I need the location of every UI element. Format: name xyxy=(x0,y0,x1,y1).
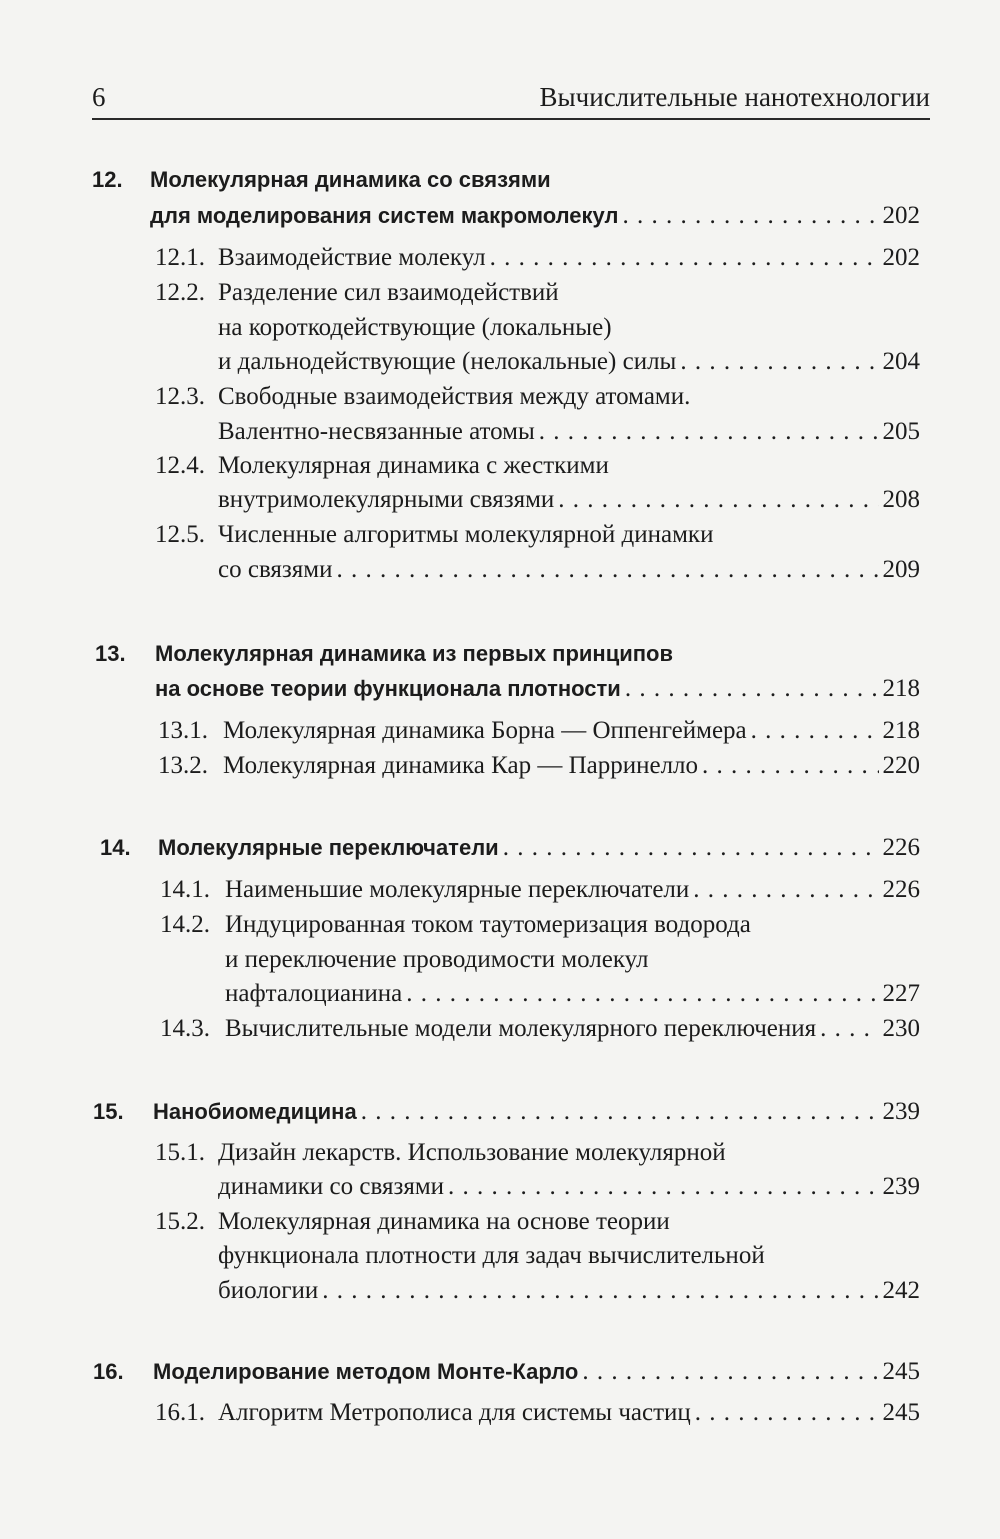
toc-section-line: на короткодействующие (локальные) xyxy=(218,314,612,341)
toc-section-entry[interactable]: Валентно-несвязанные атомы . . . 205 xyxy=(218,415,920,449)
toc-chapter-heading: Молекулярная динамика из первых принципов xyxy=(155,641,674,666)
chapter-number: 14. xyxy=(100,835,131,860)
toc-section-entry[interactable]: Взаимодействие молекул . . . 202 xyxy=(218,241,920,275)
toc-chapter-entry[interactable]: Моделирование методом Монте-Карло . . . 245 xyxy=(153,1355,920,1389)
toc-section-entry[interactable]: и дальнодействующие (нелокальные) силы . . . 204 xyxy=(218,345,920,379)
section-number: 16.1. xyxy=(155,1399,205,1426)
toc-section-entry[interactable]: Наименьшие молекулярные переключатели . . . 226 xyxy=(225,873,920,907)
toc-chapter-entry[interactable]: на основе теории функционала плотности . . . 218 xyxy=(155,672,920,706)
chapter-number: 13. xyxy=(95,641,126,666)
toc-section-entry[interactable]: внутримолекулярными связями . . . 208 xyxy=(218,483,920,517)
toc-section-entry[interactable]: Алгоритм Метрополиса для системы частиц . . . 245 xyxy=(218,1396,920,1430)
toc-section-entry[interactable]: Молекулярная динамика Борна — Оппенгеймера . . . 218 xyxy=(223,714,920,748)
section-number: 12.1. xyxy=(155,244,205,271)
toc-section-entry[interactable]: со связями . . . 209 xyxy=(218,553,920,587)
toc-section-line: Дизайн лекарств. Использование молекулярной xyxy=(218,1139,726,1166)
page-number: 6 xyxy=(92,82,106,112)
toc-section-line: Молекулярная динамика с жесткими xyxy=(218,452,609,479)
section-number: 15.1. xyxy=(155,1139,205,1166)
toc-section-line: Свободные взаимодействия между атомами. xyxy=(218,383,691,410)
toc-section-line: Разделение сил взаимодействий xyxy=(218,279,559,306)
section-number: 12.4. xyxy=(155,452,205,479)
page-header xyxy=(92,78,930,120)
chapter-number: 16. xyxy=(93,1359,124,1384)
toc-section-entry[interactable]: Вычислительные модели молекулярного переключения . . . 230 xyxy=(225,1012,920,1046)
section-number: 14.3. xyxy=(160,1015,210,1042)
toc-chapter-entry[interactable]: для моделирования систем макромолекул . . . 202 xyxy=(150,199,920,233)
toc-section-entry[interactable]: нафталоцианина . . . 227 xyxy=(225,977,920,1011)
toc-section-line: Молекулярная динамика на основе теории xyxy=(218,1208,670,1235)
chapter-number: 15. xyxy=(93,1099,124,1124)
toc-section-line: Численные алгоритмы молекулярной динамки xyxy=(218,521,714,548)
toc-chapter-entry[interactable]: Молекулярные переключатели . . . 226 xyxy=(158,831,920,865)
toc-section-entry[interactable]: Молекулярная динамика Кар — Парринелло . . . 220 xyxy=(223,749,920,783)
section-number: 12.2. xyxy=(155,279,205,306)
running-title: Вычислительные нанотехнологии xyxy=(539,82,930,112)
section-number: 13.1. xyxy=(158,717,208,744)
toc-section-line: и переключение проводимости молекул xyxy=(225,946,649,973)
toc-section-line: Индуцированная током таутомеризация водорода xyxy=(225,911,751,938)
toc-section-line: функционала плотности для задач вычислительной xyxy=(218,1242,765,1269)
section-number: 13.2. xyxy=(158,752,208,779)
toc-section-entry[interactable]: динамики со связями . . . 239 xyxy=(218,1170,920,1204)
toc-section-entry[interactable]: биологии . . . 242 xyxy=(218,1274,920,1308)
section-number: 14.1. xyxy=(160,876,210,903)
section-number: 12.3. xyxy=(155,383,205,410)
section-number: 15.2. xyxy=(155,1208,205,1235)
section-number: 14.2. xyxy=(160,911,210,938)
chapter-number: 12. xyxy=(92,167,123,192)
section-number: 12.5. xyxy=(155,521,205,548)
toc-chapter-entry[interactable]: Нанобиомедицина . . . 239 xyxy=(153,1095,920,1129)
toc-chapter-heading: Молекулярная динамика со связями xyxy=(150,167,551,192)
